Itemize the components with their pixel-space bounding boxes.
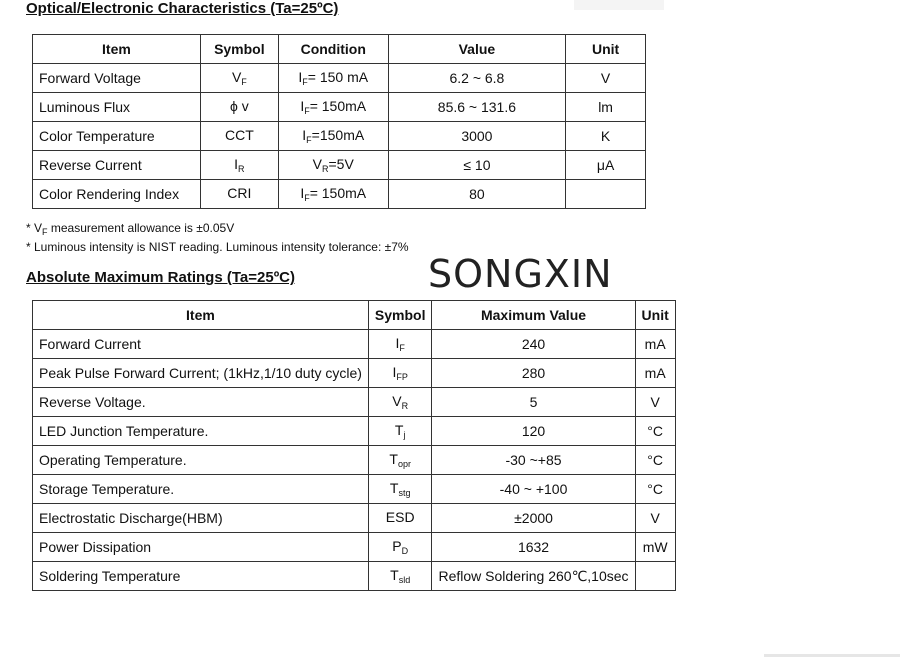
- brand-watermark: SONGXIN: [428, 252, 613, 296]
- item-cell: Operating Temperature.: [33, 446, 369, 475]
- item-cell: Reverse Voltage.: [33, 388, 369, 417]
- footnotes: [26, 221, 409, 255]
- footnote-luminous: * Luminous intensity is NIST reading. Luminous intensity tolerance: ±7%: [26, 240, 409, 254]
- condition-cell: $I_F= 150mA$: [278, 93, 388, 122]
- table-row: [33, 122, 646, 151]
- footnote-voltage: * $V_F$ measurement allowance is ±0.05V: [26, 221, 235, 237]
- header-item: Item: [33, 301, 369, 330]
- header-unit: Unit: [566, 35, 646, 64]
- value-cell: 240: [432, 330, 635, 359]
- symbol-cell: $I_{FP}$: [368, 359, 432, 388]
- optical-characteristics-table: [32, 34, 646, 209]
- unit-cell: [635, 562, 675, 591]
- unit-cell: °C: [635, 417, 675, 446]
- unit-cell: V: [635, 504, 675, 533]
- unit-cell: °C: [635, 446, 675, 475]
- value-cell: ≤ 10: [388, 151, 566, 180]
- symbol-cell: $I_F$: [368, 330, 432, 359]
- table-header-row: [33, 301, 676, 330]
- value-cell: Reflow Soldering 260℃,10sec: [432, 562, 635, 591]
- header-max-value: Maximum Value: [432, 301, 635, 330]
- header-symbol: Symbol: [200, 35, 278, 64]
- unit-cell: mA: [635, 359, 675, 388]
- item-cell: Forward Current: [33, 330, 369, 359]
- item-cell: LED Junction Temperature.: [33, 417, 369, 446]
- item-cell: Reverse Current: [33, 151, 201, 180]
- condition-cell: $I_F= 150$ mA: [278, 64, 388, 93]
- item-cell: Color Temperature: [33, 122, 201, 151]
- value-cell: 1632: [432, 533, 635, 562]
- optical-section-title: Optical/Electronic Characteristics (Ta=25ºC): [26, 0, 339, 17]
- absolute-ratings-title: Absolute Maximum Ratings (Ta=25ºC): [26, 269, 295, 286]
- symbol-cell: $I_R$: [200, 151, 278, 180]
- symbol-cell: ϕ v: [200, 93, 278, 122]
- table-row: [33, 446, 676, 475]
- table-row: [33, 417, 676, 446]
- header-item: Item: [33, 35, 201, 64]
- item-cell: Peak Pulse Forward Current; (1kHz,1/10 duty cycle): [33, 359, 369, 388]
- item-cell: Power Dissipation: [33, 533, 369, 562]
- table-row: [33, 359, 676, 388]
- item-cell: Storage Temperature.: [33, 475, 369, 504]
- symbol-cell: CRI: [200, 180, 278, 209]
- unit-cell: V: [566, 64, 646, 93]
- table-row: [33, 504, 676, 533]
- header-condition: Condition: [278, 35, 388, 64]
- unit-cell: μA: [566, 151, 646, 180]
- unit-cell: lm: [566, 93, 646, 122]
- header-value: Value: [388, 35, 566, 64]
- symbol-cell: $T_{sld}$: [368, 562, 432, 591]
- symbol-cell: $T_{opr}$: [368, 446, 432, 475]
- unit-cell: K: [566, 122, 646, 151]
- symbol-cell: $P_D$: [368, 533, 432, 562]
- table-row: [33, 388, 676, 417]
- unit-cell: °C: [635, 475, 675, 504]
- symbol-cell: $T_{stg}$: [368, 475, 432, 504]
- symbol-cell: $T_j$: [368, 417, 432, 446]
- header-symbol: Symbol: [368, 301, 432, 330]
- table-row: [33, 475, 676, 504]
- symbol-cell: $V_F$: [200, 64, 278, 93]
- item-cell: Electrostatic Discharge(HBM): [33, 504, 369, 533]
- table-row: [33, 180, 646, 209]
- symbol-cell: ESD: [368, 504, 432, 533]
- value-cell: 3000: [388, 122, 566, 151]
- symbol-cell: CCT: [200, 122, 278, 151]
- item-cell: Soldering Temperature: [33, 562, 369, 591]
- value-cell: 80: [388, 180, 566, 209]
- unit-cell: V: [635, 388, 675, 417]
- value-cell: 280: [432, 359, 635, 388]
- value-cell: 85.6 ~ 131.6: [388, 93, 566, 122]
- condition-cell: $I_F=150mA$: [278, 122, 388, 151]
- unit-cell: [566, 180, 646, 209]
- absolute-ratings-table: [32, 300, 676, 591]
- faint-mark: [574, 0, 664, 10]
- table-row: [33, 330, 676, 359]
- value-cell: 120: [432, 417, 635, 446]
- header-unit: Unit: [635, 301, 675, 330]
- item-cell: Forward Voltage: [33, 64, 201, 93]
- value-cell: ±2000: [432, 504, 635, 533]
- table-row: [33, 533, 676, 562]
- table-row: [33, 64, 646, 93]
- symbol-cell: $V_R$: [368, 388, 432, 417]
- item-cell: Color Rendering Index: [33, 180, 201, 209]
- unit-cell: mW: [635, 533, 675, 562]
- condition-cell: $I_F= 150mA$: [278, 180, 388, 209]
- table-header-row: [33, 35, 646, 64]
- value-cell: 6.2 ~ 6.8: [388, 64, 566, 93]
- value-cell: -40 ~ +100: [432, 475, 635, 504]
- table-row: [33, 93, 646, 122]
- item-cell: Luminous Flux: [33, 93, 201, 122]
- table-row: [33, 151, 646, 180]
- unit-cell: mA: [635, 330, 675, 359]
- value-cell: -30 ~+85: [432, 446, 635, 475]
- condition-cell: $V_R=5V$: [278, 151, 388, 180]
- table-row: [33, 562, 676, 591]
- value-cell: 5: [432, 388, 635, 417]
